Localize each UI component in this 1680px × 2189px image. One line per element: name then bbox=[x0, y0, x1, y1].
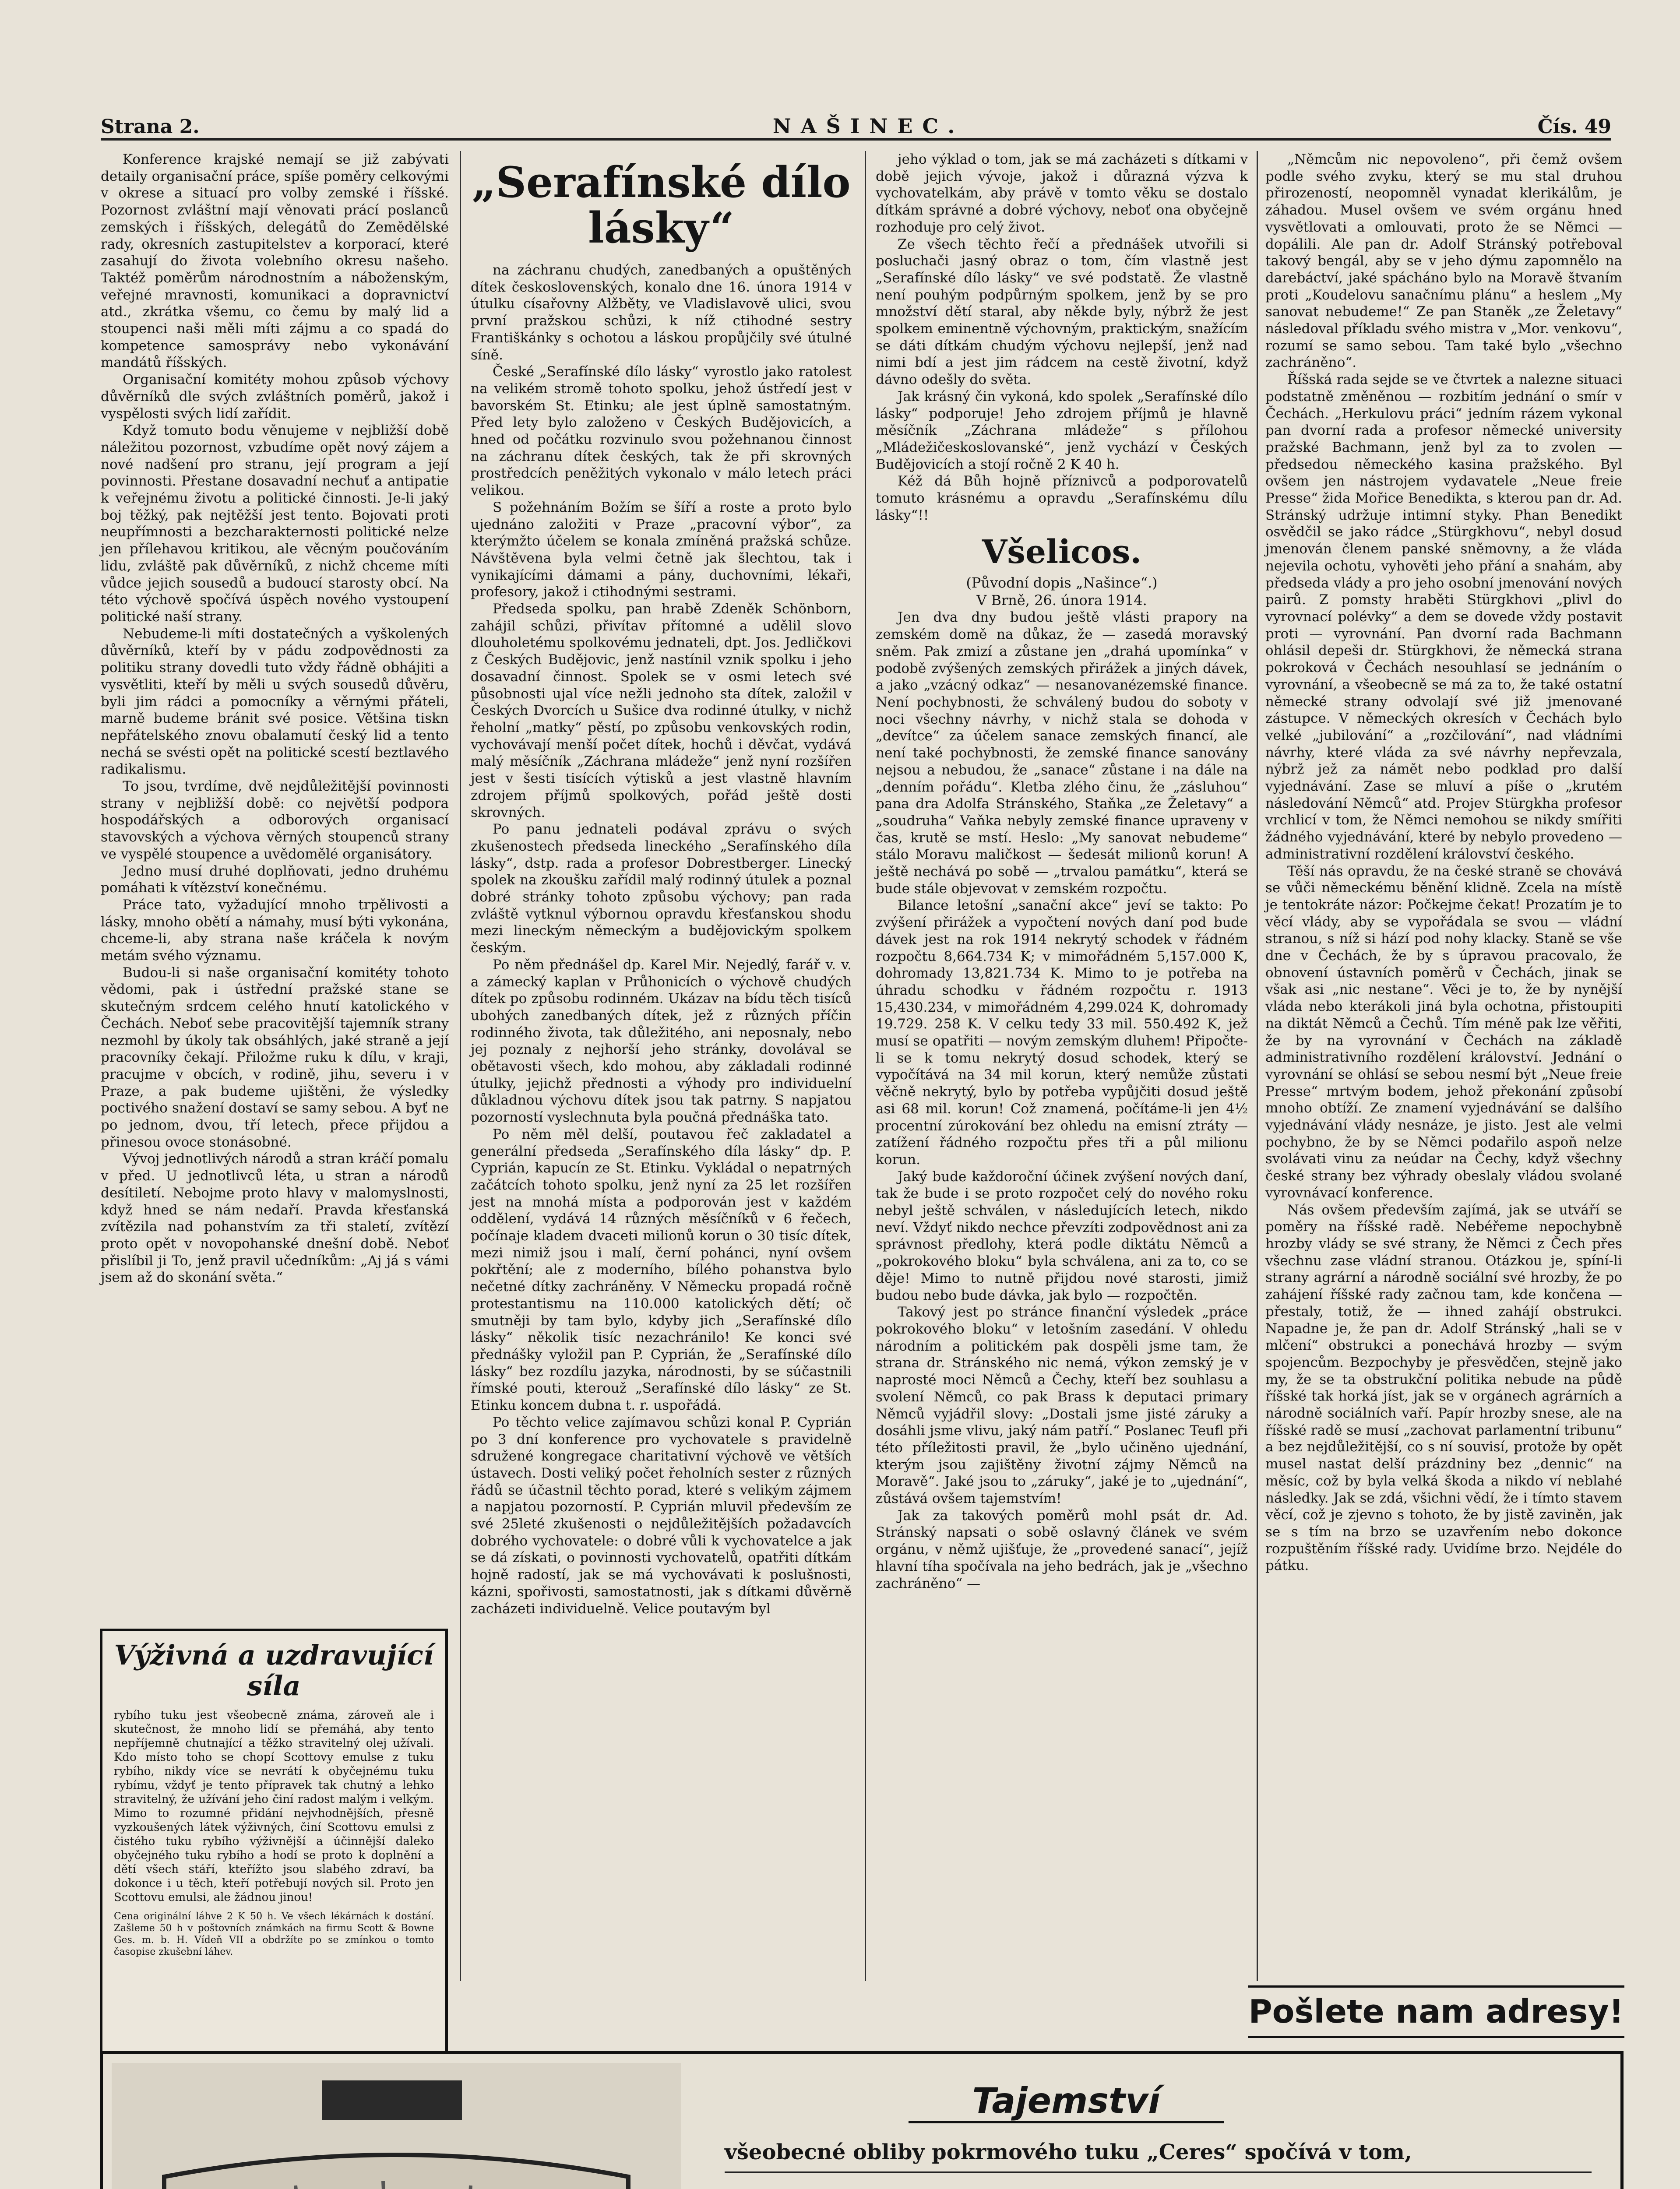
column-divider bbox=[865, 151, 866, 1981]
article-paragraph: jeho výklad o tom, jak se má zacházeti s dítkami v době jejich vývoje, jakož i důrazná výzva k vychovatelkám, aby právě v tomto věku se dostalo dítkám správné a dobré výchovy, neboť ona obyčejně rozhoduje pro celý život. bbox=[876, 151, 1248, 235]
ceres-headline: Tajemství bbox=[909, 2080, 1224, 2123]
column-divider bbox=[1257, 151, 1258, 1981]
article-paragraph: Vývoj jednotlivých národů a stran kráčí pomalu v před. U jednotlivců léta, u stran a národů desítiletí. Nebojme proto hlavy v malomyslnosti, když hned se nám nedaří. Pravda křesťanská zvítězila nad pohanstvím za tři staletí, zvítězí proto opět v novopohanské dnešní době. Neboť přislíbil ji To, jenž pravil učedníkům: „Aj já s vámi jsem až do skonání světa.“ bbox=[101, 1151, 449, 1286]
ad-title: Výživná a uzdravující síla bbox=[114, 1639, 434, 1702]
send-addresses-notice: Pošlete nam adresy! bbox=[1248, 1985, 1624, 2038]
column-3 bbox=[876, 151, 1248, 1592]
article-paragraph: Po těchto velice zajímavou schůzi konal P. Cyprián po 3 dní konference pro vychovatele s pravidelně sdružené kongregace charitativní výchově ve větších ústavech. Dosti veliký počet řeholních sester z různých řádů se účastnil těchto porad, které s velikým zájmem a napjatou pozorností. P. Cyprián mluvil především ze své 25leté zkušenosti o nejdůležitějších požadavcích dobrého vychovatele: o dobré vůli k vychovatelce a jak se dá získati, o povinnosti vychovatelů, opatřiti dítkám hojně radostí, jak se má vychovávati k poslušnosti, kázni, spořivosti, samostatnosti, jak s dítkami důvěrně zacházeti individuelně. Velice poutavým byl bbox=[471, 1414, 852, 1617]
article-paragraph: Jen dva dny budou ještě vlásti prapory na zemském domě na důkaz, že — zasedá moravský sněm. Pak zmizí a zůstane jen „drahá upomínka“ v podobě zvýšených zemských přirážek a jiných dávek, a jako „vzácný odkaz“ — nesanovanézemské finance. Není pochybnosti, že schválený budou do soboty v noci všechny návrhy, v nichž stala se dohoda v „devítce“ za účelem sanace zemských financí, ale není také pochybnosti, že zemské finance sanovány nejsou a nebudou, že „sanace“ zůstane i na dále na „denním pořádu“. Kletba zlého činu, že „zásluhou“ pana dra Adolfa Stránského, Staňka „ze Želetavy“ a „soudruha“ Vaňka nebyly zemské finance upraveny v čas, krutě se mstí. Heslo: „My sanovat nebudeme“ stálo Moravu maličkost — šedesát milionů korun! A ještě nechává po sobě — „trvalou památku“, která se bude stále objevovat v zemském rozpočtu. bbox=[876, 609, 1248, 897]
article-paragraph: Nás ovšem především zajímá, jak se utváří se poměry na říšské radě. Nebéřeme nepochybně hrozby vlády se své strany, že Němci z Čech přes všechnu zase vládní stranou. Otázkou je, spíní-li strany agrární a národně sociální své hrozby, že po zahájení říšské rady začnou tam, kde končena — přestaly, totiž, že — ihned zahájí obstrukci. Napadne je, že pan dr. Adolf Stránský „hali se v mlčení“ obstrukci a ponechává hrozby — svým spojencům. Bezpochyby je přesvědčen, stejně jako my, že se ta obstrukční politika nebude na půdě říšské tak horká jíst, jak se v orgánech agrárních a národně sociálních vaří. Papír hrozby snese, ale na říšské radě se musí „zachovat parlamentní tribunu“ a bez nejdůležitější, co s ní souvisí, protože by opět musel nastat delší prázdniny bez „dennic“ na měsíc, což by byla velká škoda a nikdo ví neblahé následky. Jak se zdá, všichni vědí, že i tímto stavem věcí, což je zjevno s tohoto, že by jistě zaviněn, jak se s tím na brzo se uzavřením nebo dokonce rozpuštěním říšské rady. Uvidíme brzo. Nejdéle do pátku. bbox=[1265, 1202, 1622, 1574]
article-paragraph: Po něm měl delší, poutavou řeč zakladatel a generální předseda „Serafínského díla lásky“ dp. P. Cyprián, kapucín ze St. Etinku. Vykládal o nepatrných začátcích tohoto spolku, jenž nyní za 25 let rozšířen jest na mnohá místa a podporován jest v každém oddělení, vydává 14 různých měsíčníků v 6 řečech, počínaje kladem dvaceti milionů korun o 30 tisíc dítek, mezi nimiž jsou i malí, černí pohánci, nyní ovšem pokřtění; ale z moderního, bílého pohanstva bylo nečetné dítky zachráněny. V Německu propadá ročně protestantismu na 110.000 katolických dětí; oč smutněji by tam bylo, kdyby jich „Serafínské dílo lásky“ několik tisíc nezachránilo! Ke konci své přednášky vyložil pan P. Cyprián, že „Serafínské dílo lásky“ bez rozdílu jazyka, národnosti, by se súčastnili římské pouti, kterouž „Serafínské dílo lásky“ ze St. Etinku koncem dubna t. r. uspořádá. bbox=[471, 1126, 852, 1414]
article-paragraph: To jsou, tvrdíme, dvě nejdůležitější povinnosti strany v nejbližší době: co největší podpora hospodářských a odborových organisací stavovských a výchova věrných stoupenců strany ve vyspělé stoupence a uvědomělé organisátory. bbox=[101, 778, 449, 862]
article-paragraph: Kéž dá Bůh hojně příznivců a podporovatelů tomuto krásnému a opravdu „Serafínskému dílu lásky“!! bbox=[876, 473, 1248, 523]
column-1 bbox=[101, 151, 449, 1286]
article-paragraph: „Němcům nic nepovoleno“, při čemž ovšem podle svého zvyku, který se mu stal druhou přirozeností, neopomněl vynadat klerikálům, je záhadou. Musel ovšem ve svém orgánu hned vysvětlovati a omlouvati, proto že se Němci — dopálili. Ale pan dr. Adolf Stránský potřeboval takový bengál, aby se v jeho dýmu zapomnělo na darebáctví, jaké spácháno bylo na Moravě štvaním proti „Koudelovu sanačnímu plánu“ a heslem „My sanovat nebudeme!“ Ze pan Staněk „ze Želetavy“ následoval příkladu svého mistra v „Mor. venkovu“, rozumí se samo sebou. Tam také bylo „všechno zachráněno“. bbox=[1265, 151, 1622, 371]
article-paragraph: Práce tato, vyžadující mnoho trpělivosti a lásky, mnoho obětí a námahy, musí býti vykonána, chceme-li, aby strana naše kráčela k novým metám svého významu. bbox=[101, 897, 449, 964]
ad-text: rybího tuku jest všeobecně známa, zároveň ale i skutečnost, že mnoho lidí se přemáhá, aby tento nepříjemně chutnající a těžko stravitelný olej užívali. Kdo místo toho se chopí Scottovy emulse z tuku rybího, nikdy více se nevrátí k obyčejnému tuku rybímu, vždyť je tento přípravek tak chutný a lehko stravitelný, že užívání jeho činí radost malým i velkým. Mimo to rozumné přidání nejvhodnějších, přesně vyzkoušených látek výživných, činí Scottovu emulsi z čistého tuku rybího výživnější a účinnější daleko obyčejného tuku rybího a hodí se proto k doplnění a dětí všech stáří, kteřížto jsou slabého zdraví, ba dokonce i u těch, kteří potřebují nových sil. Proto jen Scottovu emulsi, ale žádnou jinou! bbox=[114, 1709, 434, 1904]
dateline: V Brně, 26. února 1914. bbox=[976, 592, 1147, 609]
ceres-ad bbox=[100, 2051, 1624, 2189]
page-header bbox=[101, 99, 1611, 141]
article-paragraph: S požehnáním Božím se šíří a roste a proto bylo ujednáno založiti v Praze „pracovní výbor“, za kterýmžto účelem se konala zmíněná pražská schůze. Návštěvena byla velmi četně jak šlechtou, tak i vynikajícími dámami a pány, duchovními, lékaři, profesory, jakož i ctihodnými sestrami. bbox=[471, 499, 852, 600]
column-divider bbox=[460, 151, 461, 1981]
article-paragraph: Budou-li si naše organisační komitéty tohoto vědomi, pak i ústřední pražské stane se skutečným srdcem celého hnutí katolického v Čechách. Neboť sebe pracovitější tajemník strany nezmohl by úkoly tak obsáhlých, jaké straně a její pracovníky čekají. Přiložme ruku k dílu, v kraji, pracujme v obcích, v rodině, jihu, severu i v Praze, a pak budeme ujištěni, že výsledky poctivého snažení dostaví se samy sebou. A byť ne po jednom, dvou, tří letech, přece přijdou a přinesou ovoce stonásobné. bbox=[101, 964, 449, 1150]
ceres-line bbox=[725, 2186, 1592, 2189]
article-paragraph: Jedno musí druhé doplňovati, jedno druhému pomáhati k vítězství konečnému. bbox=[101, 863, 449, 896]
article-paragraph: Konference krajské nemají se již zabývati detaily organisační práce, spíše poměry celkovými v okrese a situací pro volby zemské i říšské. Pozornost zvláštní mají věnovati prácí poslanců zemských i říšských, delegátů do Zemědělské rady, okresních zastupitelstev a korporací, které zasahují do života volebního okresu našeho. Taktéž poměrům národnostním a náboženským, veřejné mravnosti, komunikaci a dopravnictví atd., zkrátka všemu, co čemu by malý lid a stoupenci naši měli míti zájmu a co spadá do kompetence samosprávy nebo vykonávání mandátů říšských. bbox=[101, 151, 449, 371]
ceres-fat-tin-illustration bbox=[112, 2063, 681, 2189]
ceres-line: všeobecné obliby pokrmového tuku „Ceres“ spočívá v tom, bbox=[725, 2136, 1592, 2173]
article-paragraph: Předseda spolku, pan hrabě Zdeněk Schönborn, zahájil schůzi, přivítav přítomné a udělil slovo dlouholetému spolkovému jednateli, dpt. Jos. Jedličkovi z Českých Budějovic, jenž nastínil vznik spolku i jeho dosavadní činnost. Spolek se v osmi letech své působnosti ujal více nežli jednoho sta dítek, založil v Českých Dvorcích u Sušice dva rodinné útulky, v nichž řeholní „matky“ pěstí, po způsobu venkovských rodin, vychovávají menší počet dítek, hochů i děvčat, vydává malý měsíčník „Záchrana mládeže“ jenž nyní rozšířen jest v šesti tisících výtisků a jest vlastně hlavním zdrojem příjmů spolkových, pořád ještě dosti skrovných. bbox=[471, 601, 852, 820]
masthead-title: NAŠINEC. bbox=[772, 114, 965, 138]
page-number: Strana 2. bbox=[101, 116, 200, 138]
article-paragraph: Po panu jednateli podával zprávu o svých zkušenostech předseda lineckého „Serafínského díla lásky“, dstp. rada a profesor Dobrestberger. Linecký spolek na zkoušku zařídil malý rodinný útulek a poznal dobré stránky tohoto způsobu výchovy; pan rada zvláště vytknul výbornou opravdu křesťanskou shodu mezi lineckým německým a budějovickým spolkem českým. bbox=[471, 821, 852, 956]
ceres-ad-text bbox=[725, 2080, 1592, 2189]
article-paragraph: Nebudeme-li míti dostatečných a vyškolených důvěrníků, kteří by v pádu zodpovědnosti za politiku strany dovedli tuto vždy řádně obhájiti a vysvětliti, kteří by měli u svých sousedů důvěru, byli jim rádci a pomocníky a věrnými přáteli, marně budeme bránit své posice. Většina tiskn nepřátelského znovu obalamutí český lid a tento nechá se svésti opět na politické scestí beztlavého radikalismu. bbox=[101, 626, 449, 778]
article-paragraph: Bilance letošní „sanační akce“ jeví se takto: Po zvýšení přirážek a vypočtení nových daní pod bude dávek jest na rok 1914 nekrytý schodek v řádném rozpočtu 8,664.734 K; v mimořádném 5,157.000 K, dohromady 13,821.734 K. Mimo to je potřeba na úhradu schodku v řádném rozpočtu r. 1913 15,430.234, v mimořádném 4,299.024 K, dohromady 19.729. 258 K. V celku tedy 33 mil. 550.492 K, jež musí se opatřiti — novým zemským dluhem! Připočte-li se k tomu nekrytý dosud schodek, který se vypočítává na 34 mil korun, který nemůže zůstati věčně nekrytý, bylo by potřeba vypůjčiti dosud ještě asi 68 mil. korun! Což znamená, počítáme-li jen 4½ procentní zúrokování bez ohledu na emisní ztráty — zatížení řádného rozpočtu přes tři a půl milionu korun. bbox=[876, 897, 1248, 1168]
article-paragraph: Když tomuto bodu věnujeme v nejbližší době náležitou pozornost, vzbudíme opět nový zájem a nové nadšení pro stranu, její program a její povinnosti. Přestane dosavadní nechuť a antipatie k veřejnému životu a politické činnosti. Je-li jaký boj těžký, pak nejtěžší jest tento. Bojovati proti neupřímnosti a bezcharakternosti politické nelze jen přílehavou kritikou, ale věcným poučováním lidu, zvláště pak důvěrníků, z nichž chceme míti vůdce jejich sousedů a budoucí starosty obcí. Na této výchově spočívá úspěch nového vystoupení politické naší strany. bbox=[101, 422, 449, 625]
article-paragraph: České „Serafínské dílo lásky“ vyrostlo jako ratolest na velikém stromě tohoto spolku, jehož ústředí jest v bavorském St. Etinku; ale jest úplně samostatným. Před lety bylo založeno v Českých Budějovicích, a hned od počátku rozvinulo svou požehnanou činnost na záchranu dítek českých, tak že při skrovných prostředcích peněžitých vykonalo v málo letech práci velikou. bbox=[471, 364, 852, 499]
article-paragraph: Těší nás opravdu, že na české straně se chovává se vůči německému běnění klidně. Zcela na místě je tentokráte názor: Počkejme čekat! Prozatím je to věcí vlády, aby se vypořádala se svou — vládní stranou, s níž si hází pod nohy klacky. Staně se vše dne v Čechách, že by s úpravou pracovalo, že obnovení ústavních poměrů v Čechách, jinak se však asi „nic nestane“. Věci je to, že by nynější vláda nebo kterákoli jiná byla ochotna, přistoupiti na diktát Němců a Čechů. Tím méně pak lze věřiti, že by na vyrovnání v Čechách na základě administrativního rozdělení království. Jednání o vyrovnání se ohlásí se sebou nesmí být „Neue freie Presse“ mrtvým bodem, jehož překonání způsobí mnoho obtíží. Ze znamení vyjednávání se dalšího vyjednávání vlády nesnáze, je jisto. Jest ale velmi pochybno, že by se Němci podařilo aspoň nelze svolávati vinu za neúdar na Čechy, když všechny české strany bez výhrady obeslaly vládou svolané vyrovnávací konference. bbox=[1265, 863, 1622, 1201]
article-paragraph: na záchranu chudých, zanedbaných a opuštěných dítek československých, konalo dne 16. února 1914 v útulku císařovny Alžběty, ve Vladislavově ulici, svou první pražskou schůzi, k níž ctihodné sestry Františkánky s ochotou a láskou propůjčily své útulné síně. bbox=[471, 262, 852, 363]
article-paragraph: Jaký bude každoroční účinek zvýšení nových daní, tak že bude i se proto rozpočet celý do nového roku nebyl ještě schválen, v následujících letech, nikdo neví. Vždyť nikdo nechce převzíti zodpovědnost ani za správnost předlohy, která podle diktátu Němců a „pokrokového bloku“ byla schválena, ani za to, co se děje! Mimo to nutně přijdou nové starosti, jimiž budou nebo bude dávka, jak bylo — rozpočtěn. bbox=[876, 1168, 1248, 1303]
article-paragraph: Jak za takových poměrů mohl psát dr. Ad. Stránský napsati o sobě oslavný článek ve svém orgánu, v němž ujišťuje, že „provedené sanací“, jejíž hlavní tíha spočívala na jeho bedrách, jak je „všechno zachráněno“ — bbox=[876, 1507, 1248, 1591]
section-headline: Všelicos. bbox=[982, 533, 1142, 571]
column-4 bbox=[1265, 151, 1622, 1574]
article-paragraph: Po něm přednášel dp. Karel Mir. Nejedlý, farář v. v. a zámecký kaplan v Průhonicích o výchově chudých dítek po způsobu rodinném. Ukázav na bídu těch tisíců ubohých zanedbaných dítek, jež z různých příčin rodinného života, tak důležitého, ani neposnaly, nebo jej poznaly z nejhorší jeho stránky, dovolával se obětavosti všech, kdo mohou, aby základali rodinné útulky, jejichž přednosti a výhody pro individuelní důkladnou výchovu dítek jsou tak patrny. S napjatou pozorností vyslechnuta byla poučná přednáška tato. bbox=[471, 957, 852, 1126]
article-paragraph: Říšská rada sejde se ve čtvrtek a nalezne situaci podstatně změněnou — rozbitím jednání o smír v Čechách. „Herkulovu práci“ jedním rázem vykonal pan dvorní rada a profesor německé university pražské Bachmann, jenž byl za to zvolen — předsedou německého kasina pražského. Byl ovšem jen nástrojem vydavatele „Neue freie Presse“ žida Mořice Benedikta, s kterou pan dr. Ad. Stránský udržuje intimní styky. Phan Benedikt osvědčil se jako rádce „Stürgkhovu“, nebyl dosud jmenován členem panské sněmovny, a že vláda nejevila ochotu, vyhověti jeho přání a snahám, aby předseda vlády a pro jeho osobní jmenování nových pairů. Z pomsty hraběti Stürgkhovi „plivl do vyrovnací polévky“ a dem se dovede vždy postavit proti — vyrovnání. Pan dvorní rada Bachmann ohlásil depeši dr. Stürgkhovi, že německá strana pokroková v Čechách nesouhlasí se jednáním o vyrovnání, a všeobecně se má za to, že také ostatní německé strany odvolají své již jmenované zástupce. V německých okresích v Čechách bylo velké „jubilování“ a „rozčilování“, nad vládními návrhy, které vláda za své návrhy nepřevzala, nýbrž jež za námět nebo podklad pro další vyjednávání. Zase se mluví a píše o „krutém následování Němců“ atd. Projev Stürgkha profesor vrchlicí v tom, že Němci nemohou se nikdy smířiti žádného vyjednávání, které by nebylo provedeno — administrativní rozdělení království českého. bbox=[1265, 372, 1622, 862]
section-subtitle: (Původní dopis „Našince“.) bbox=[966, 574, 1158, 591]
article-paragraph: Jak krásný čin vykoná, kdo spolek „Serafínské dílo lásky“ podporuje! Jeho zdrojem příjmů je hlavně měsíčník „Záchrana mládeže“ s přílohou „Mládežičeskoslovanské“, jenž vychází v Českých Budějovicích a stojí ročně 2 K 40 h. bbox=[876, 388, 1248, 472]
column-2 bbox=[471, 151, 852, 1617]
article-headline: „Serafínské dílo lásky“ bbox=[472, 158, 851, 253]
article-paragraph: Organisační komitéty mohou způsob výchovy důvěrníků dle svých zvláštních poměrů, jakož i vyspělosti svých lidí zařídit. bbox=[101, 372, 449, 422]
issue-number: Čís. 49 bbox=[1537, 116, 1611, 138]
ad-fine-print: Cena originální láhve 2 K 50 h. Ve všech lékárnách k dostání. Zašleme 50 h v poštovních známkách na firmu Scott & Bowne Ges. m. b. H. Vídeň VII a obdržíte po se zmínkou o tomto časopise zkušební láhev. bbox=[114, 1911, 434, 1957]
article-paragraph: Ze všech těchto řečí a přednášek utvořili si posluchači jasný obraz o tom, čím vlastně jest „Serafínské dílo lásky“ ve své podstatě. Že vlastně není pouhým podpůrným spolkem, jenž by se pro množství dětí staral, aby někde byly, nýbrž že jest spolkem eminentně výchovným, praktickým, snažícím se dáti dítkám chudým výchovu nejlepší, jenž nad nimi bdí a jest jim rádcem na cestě životní, když dávno odešly do světa. bbox=[876, 236, 1248, 388]
article-paragraph: Takový jest po stránce finanční výsledek „práce pokrokového bloku“ v letošním zasedání. V ohledu národním a politickém pak dospěli jsme tam, že strana dr. Stránského nic nemá, výkon zemský je v naprosté moci Němců a Čechy, kteří bez souhlasu a svolení Němců, co pak Brass k deputaci primary Němců vyjádřil slovy: „Dostali jsme jisté záruky a dosáhli jsme vlivu, jaký nám patří.“ Poslanec Teufl při této příležitosti pravil, že „bylo učiněno ujednání, kterým jsou zajištěny životní zájmy Němců na Moravě“. Jaké jsou to „záruky“, jaké je to „ujednání“, zůstává ovšem tajemstvím! bbox=[876, 1304, 1248, 1507]
